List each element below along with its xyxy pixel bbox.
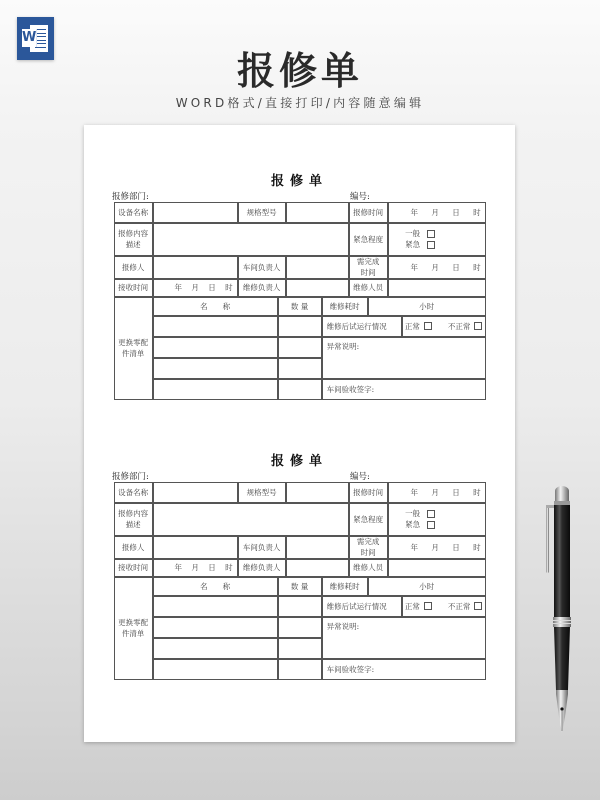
label-content-desc-line1: 报修内容 bbox=[118, 229, 149, 239]
label-required-time bbox=[349, 536, 388, 559]
label-parts-list-line2: 件清单 bbox=[121, 349, 145, 359]
workshop-sign-field[interactable]: 车间验收签字: bbox=[322, 379, 486, 400]
label-urgency: 紧急程度 bbox=[349, 223, 388, 256]
part-name-field-2[interactable] bbox=[153, 617, 278, 638]
label-repair-duration: 维修耗时 bbox=[322, 577, 368, 596]
receive-time-field[interactable]: 年 月 日 时 bbox=[153, 559, 238, 577]
part-qty-field-3[interactable] bbox=[278, 358, 322, 379]
label-spec-model: 规格型号 bbox=[238, 482, 286, 503]
label-content-desc bbox=[114, 503, 153, 536]
header-part-name: 名 称 bbox=[153, 297, 278, 316]
form-title: 报修单 bbox=[270, 174, 328, 189]
part-qty-field-1[interactable] bbox=[278, 596, 322, 617]
abnormal-label: 不正常 bbox=[447, 601, 471, 611]
label-parts-list-line1: 更换零配 bbox=[118, 338, 149, 348]
abnormal-checkbox[interactable] bbox=[474, 322, 482, 330]
hero-title: 报修单 bbox=[236, 49, 363, 93]
exception-note-field[interactable]: 异常说明: bbox=[322, 617, 486, 659]
part-qty-field-4[interactable] bbox=[278, 659, 322, 680]
urgency-urgent-checkbox[interactable] bbox=[427, 241, 435, 249]
normal-checkbox[interactable] bbox=[424, 602, 432, 610]
label-content-desc-line2: 描述 bbox=[125, 520, 141, 530]
label-post-test: 维修后试运行情况 bbox=[322, 596, 402, 617]
required-time-field[interactable]: 年 月 日 时 bbox=[388, 256, 486, 279]
label-parts-list bbox=[114, 577, 153, 680]
label-reporter: 报修人 bbox=[114, 536, 153, 559]
urgency-normal-checkbox[interactable] bbox=[427, 510, 435, 518]
equipment-name-field[interactable] bbox=[153, 202, 238, 223]
report-time-field[interactable]: 年 月 日 时 bbox=[388, 202, 486, 223]
part-name-field-3[interactable] bbox=[153, 358, 278, 379]
abnormal-label: 不正常 bbox=[447, 321, 471, 331]
document-page bbox=[84, 125, 515, 742]
urgency-options bbox=[388, 503, 486, 536]
label-required-time bbox=[349, 256, 388, 279]
workshop-head-field[interactable] bbox=[286, 536, 349, 559]
form-title: 报修单 bbox=[270, 454, 328, 469]
part-qty-field-4[interactable] bbox=[278, 379, 322, 400]
urgency-urgent-label: 紧急 bbox=[405, 240, 421, 250]
label-parts-list-line2: 件清单 bbox=[121, 629, 145, 639]
label-equipment-name: 设备名称 bbox=[114, 202, 153, 223]
repair-head-field[interactable] bbox=[286, 559, 349, 577]
reporter-field[interactable] bbox=[153, 536, 238, 559]
label-receive-time: 接收时间 bbox=[114, 279, 153, 297]
repair-staff-field[interactable] bbox=[388, 279, 486, 297]
abnormal-checkbox[interactable] bbox=[474, 602, 482, 610]
part-qty-field-2[interactable] bbox=[278, 617, 322, 638]
equipment-name-field[interactable] bbox=[153, 482, 238, 503]
label-required-time-line2: 时间 bbox=[360, 268, 376, 278]
number-label: 编号: bbox=[350, 192, 370, 202]
urgency-urgent-checkbox[interactable] bbox=[427, 521, 435, 529]
label-receive-time: 接收时间 bbox=[114, 559, 153, 577]
label-repair-staff: 维修人员 bbox=[349, 559, 388, 577]
label-repair-staff: 维修人员 bbox=[349, 279, 388, 297]
department-label: 报修部门: bbox=[112, 192, 149, 202]
label-parts-list-line1: 更换零配 bbox=[118, 618, 149, 628]
label-required-time-line1: 需完成 bbox=[356, 257, 380, 267]
hero-subtitle: WORD格式/直接打印/内容随意编辑 bbox=[175, 96, 425, 110]
spec-model-field[interactable] bbox=[286, 482, 349, 503]
word-letter: W bbox=[22, 30, 37, 45]
reporter-field[interactable] bbox=[153, 256, 238, 279]
part-qty-field-2[interactable] bbox=[278, 337, 322, 358]
normal-label: 正常 bbox=[404, 321, 420, 331]
label-equipment-name: 设备名称 bbox=[114, 482, 153, 503]
header-quantity: 数 量 bbox=[278, 577, 322, 596]
urgency-normal-label: 一般 bbox=[405, 509, 421, 519]
fountain-pen-icon bbox=[543, 485, 577, 735]
exception-note-field[interactable]: 异常说明: bbox=[322, 337, 486, 379]
label-content-desc bbox=[114, 223, 153, 256]
label-required-time-line2: 时间 bbox=[360, 548, 376, 558]
required-time-field[interactable]: 年 月 日 时 bbox=[388, 536, 486, 559]
part-name-field-4[interactable] bbox=[153, 659, 278, 680]
label-urgency: 紧急程度 bbox=[349, 503, 388, 536]
label-parts-list bbox=[114, 297, 153, 400]
urgency-normal-label: 一般 bbox=[405, 229, 421, 239]
label-content-desc-line2: 描述 bbox=[125, 240, 141, 250]
header-quantity: 数 量 bbox=[278, 297, 322, 316]
header-part-name: 名 称 bbox=[153, 577, 278, 596]
repair-duration-field[interactable]: 小时 bbox=[368, 297, 486, 316]
part-name-field-1[interactable] bbox=[153, 316, 278, 337]
label-content-desc-line1: 报修内容 bbox=[118, 509, 149, 519]
part-name-field-1[interactable] bbox=[153, 596, 278, 617]
spec-model-field[interactable] bbox=[286, 202, 349, 223]
repair-form-1 bbox=[84, 125, 515, 405]
workshop-head-field[interactable] bbox=[286, 256, 349, 279]
label-spec-model: 规格型号 bbox=[238, 202, 286, 223]
receive-time-field[interactable]: 年 月 日 时 bbox=[153, 279, 238, 297]
urgency-options bbox=[388, 223, 486, 256]
part-name-field-4[interactable] bbox=[153, 379, 278, 400]
part-qty-field-3[interactable] bbox=[278, 638, 322, 659]
post-test-options bbox=[402, 596, 486, 617]
part-qty-field-1[interactable] bbox=[278, 316, 322, 337]
normal-label: 正常 bbox=[404, 601, 420, 611]
label-report-time: 报修时间 bbox=[349, 482, 388, 503]
form-table bbox=[114, 202, 486, 400]
repair-staff-field[interactable] bbox=[388, 559, 486, 577]
report-time-field[interactable]: 年 月 日 时 bbox=[388, 482, 486, 503]
label-repair-duration: 维修耗时 bbox=[322, 297, 368, 316]
part-name-field-3[interactable] bbox=[153, 638, 278, 659]
label-report-time: 报修时间 bbox=[349, 202, 388, 223]
post-test-options bbox=[402, 316, 486, 337]
department-label: 报修部门: bbox=[112, 472, 149, 482]
workshop-sign-field[interactable]: 车间验收签字: bbox=[322, 659, 486, 680]
label-required-time-line1: 需完成 bbox=[356, 537, 380, 547]
label-repair-head: 维修负责人 bbox=[238, 559, 286, 577]
label-workshop-head: 车间负责人 bbox=[238, 536, 286, 559]
normal-checkbox[interactable] bbox=[424, 322, 432, 330]
number-label: 编号: bbox=[350, 472, 370, 482]
repair-head-field[interactable] bbox=[286, 279, 349, 297]
urgency-normal-checkbox[interactable] bbox=[427, 230, 435, 238]
urgency-urgent-label: 紧急 bbox=[405, 520, 421, 530]
label-reporter: 报修人 bbox=[114, 256, 153, 279]
label-repair-head: 维修负责人 bbox=[238, 279, 286, 297]
part-name-field-2[interactable] bbox=[153, 337, 278, 358]
content-desc-field[interactable] bbox=[153, 223, 349, 256]
repair-form-2 bbox=[84, 405, 515, 685]
repair-duration-field[interactable]: 小时 bbox=[368, 577, 486, 596]
label-workshop-head: 车间负责人 bbox=[238, 256, 286, 279]
form-table bbox=[114, 482, 486, 680]
label-post-test: 维修后试运行情况 bbox=[322, 316, 402, 337]
content-desc-field[interactable] bbox=[153, 503, 349, 536]
